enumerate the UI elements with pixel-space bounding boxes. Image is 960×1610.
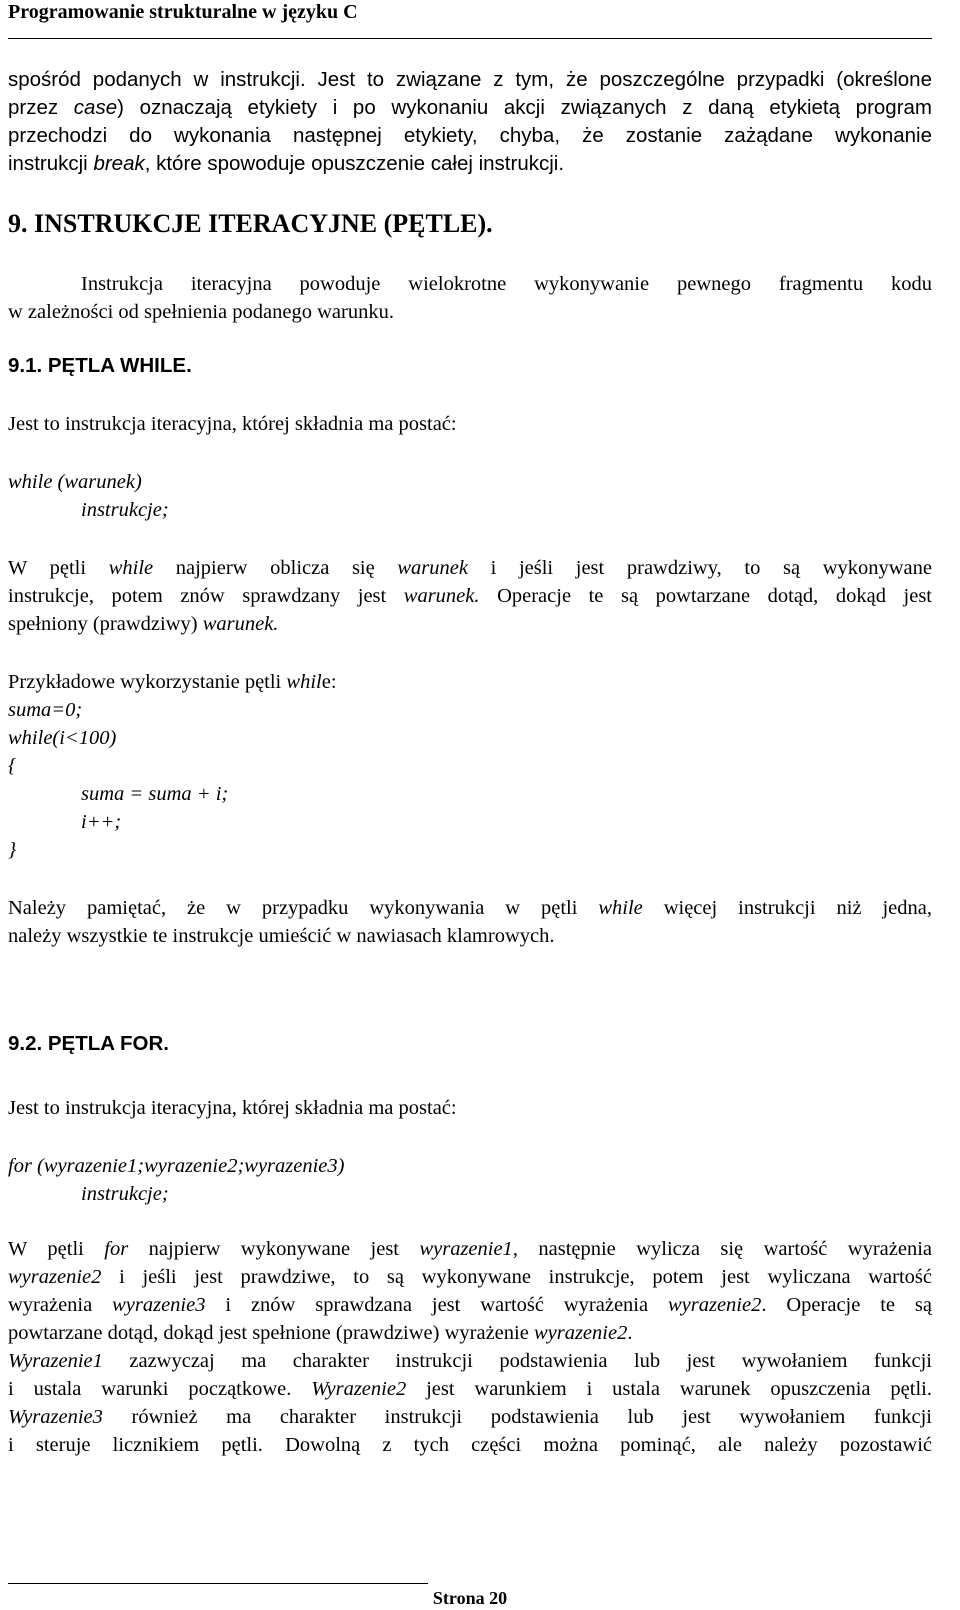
code-line: }	[8, 839, 17, 861]
section-92-title: 9.2. PĘTLA FOR.	[8, 1032, 169, 1055]
for-desc-text: .	[627, 1322, 633, 1344]
while-desc-text-3: i jeśli jest prawdziwy, to są wykonywane	[467, 557, 932, 579]
while-desc-keyword: while	[108, 557, 154, 579]
while-desc-line-3	[8, 610, 932, 638]
code-line: {	[8, 755, 17, 777]
for-desc-text: jest warunkiem i ustala warunek opuszczenia pętli.	[406, 1378, 932, 1400]
while-example-keyword: whil	[286, 671, 322, 693]
for-desc-line-4	[8, 1319, 932, 1347]
for-expr-1: wyrazenie1	[419, 1238, 513, 1260]
for-desc-text: W pętli	[8, 1238, 105, 1260]
for-syntax-line-2: instrukcje;	[81, 1183, 169, 1205]
for-desc-line-6	[8, 1375, 932, 1403]
intro-text-1b: Jest to związane z tym, że poszczególne przypadki (określone	[305, 68, 932, 91]
while-note-keyword: while	[598, 897, 643, 919]
intro-keyword-break: break	[93, 152, 145, 175]
for-expr-1: Wyrazenie1	[8, 1350, 103, 1372]
for-desc-text: i jeśli jest prawdziwe, to są wykonywane instrukcje, potem jest wyliczana wartość	[101, 1266, 932, 1288]
for-expr-2: Wyrazenie2	[311, 1378, 407, 1400]
while-description	[8, 554, 932, 610]
for-expr-3: Wyrazenie3	[8, 1406, 103, 1428]
while-note	[8, 894, 932, 922]
section-9-title: 9. INSTRUKCJE ITERACYJNE (PĘTLE).	[8, 209, 493, 238]
while-note-text-2: więcej instrukcji niż jedna,	[642, 897, 932, 919]
while-desc-text-4: instrukcje, potem znów sprawdzany jest	[8, 585, 404, 607]
while-example-text-b: e:	[321, 671, 337, 693]
intro-paragraph	[8, 66, 932, 150]
for-expr-3: wyrazenie3	[112, 1294, 206, 1316]
while-note-line-2: należy wszystkie te instrukcje umieścić w nawiasach klamrowych.	[8, 925, 555, 947]
while-syntax-intro: Jest to instrukcja iteracyjna, której składnia ma postać:	[8, 413, 457, 435]
code-line: i++;	[81, 811, 122, 833]
while-desc-text-6: spełniony (prawdziwy)	[8, 613, 203, 635]
for-description	[8, 1235, 932, 1319]
while-syntax-line-1: while (warunek)	[8, 471, 142, 493]
code-line: suma = suma + i;	[81, 783, 229, 805]
for-expr-2: wyrazenie2	[8, 1266, 102, 1288]
for-desc-text: również ma charakter instrukcji podstawienia lub jest wywołaniem funkcji	[102, 1406, 932, 1428]
running-header: Programowanie strukturalne w języku C	[8, 1, 358, 23]
while-syntax-line-2: instrukcje;	[81, 499, 169, 521]
for-desc-text: . Operacje te są	[761, 1294, 932, 1316]
for-desc-text: i ustala warunki początkowe.	[8, 1378, 312, 1400]
code-line: suma=0;	[8, 699, 83, 721]
for-desc-text: i znów sprawdzana jest wartość wyrażenia	[205, 1294, 668, 1316]
section-91-title: 9.1. PĘTLA WHILE.	[8, 354, 192, 377]
for-desc-text: najpierw wykonywane jest	[128, 1238, 420, 1260]
for-desc-line-1	[8, 1235, 932, 1263]
for-desc-line-8: i steruje licznikiem pętli. Dowolną z tych części można pominąć, ale należy pozostawić	[8, 1434, 932, 1456]
for-syntax-line-1: for (wyrazenie1;wyrazenie2;wyrazenie3)	[8, 1155, 345, 1177]
while-code-block	[8, 696, 932, 864]
while-note-line-1	[8, 894, 932, 922]
for-keyword: for	[104, 1238, 129, 1260]
while-desc-warunek: warunek	[397, 557, 468, 579]
for-desc-line-3	[8, 1291, 932, 1319]
intro-last-line	[8, 150, 932, 178]
while-desc-text-2: najpierw oblicza się	[153, 557, 398, 579]
while-desc-text-5: Operacje te są powtarzane dotąd, dokąd jest	[479, 585, 932, 607]
page-number: Strona 20	[432, 1588, 508, 1608]
for-desc-text: zazwyczaj ma charakter instrukcji podstawienia lub jest wywołaniem funkcji	[102, 1350, 932, 1372]
intro-text-2a: przez	[8, 96, 74, 119]
intro-line-2	[8, 94, 932, 122]
while-example-text-a: Przykładowe wykorzystanie pętli	[8, 671, 287, 693]
intro-line-1	[8, 66, 932, 94]
section-9-line-2: w zależności od spełnienia podanego warunku.	[8, 301, 394, 323]
code-line: while(i<100)	[8, 727, 117, 749]
for-desc-text: , następnie wylicza się wartość wyrażenia	[512, 1238, 932, 1260]
footer-rule	[8, 1583, 428, 1584]
for-desc-line-2	[8, 1263, 932, 1291]
intro-text-4b: , które spowoduje opuszczenie całej instrukcji.	[144, 152, 565, 175]
while-note-text-1: Należy pamiętać, że w przypadku wykonywania w pętli	[8, 897, 599, 919]
while-desc-warunek-3: warunek.	[202, 613, 279, 635]
for-desc-text: wyrażenia	[8, 1294, 113, 1316]
intro-text-4a: instrukcji	[8, 152, 94, 175]
while-desc-text-1: W pętli	[8, 557, 109, 579]
while-desc-line-2	[8, 582, 932, 610]
document-page	[8, 0, 936, 1607]
intro-keyword-case: case	[73, 96, 118, 119]
for-expr-2: wyrazenie2	[667, 1294, 762, 1316]
while-desc-warunek-2: warunek.	[403, 585, 480, 607]
for-expr-2: wyrazenie2	[533, 1322, 628, 1344]
for-desc-line-5	[8, 1347, 932, 1375]
while-example-intro	[8, 668, 932, 696]
for-syntax-intro: Jest to instrukcja iteracyjna, której składnia ma postać:	[8, 1097, 457, 1119]
for-desc-text: powtarzane dotąd, dokąd jest spełnione (prawdziwe) wyrażenie	[8, 1322, 534, 1344]
intro-text-2b: ) oznaczają etykiety i po wykonaniu akcji związanych z daną etykietą program	[117, 96, 932, 119]
section-9-paragraph	[8, 270, 932, 298]
while-desc-line-1	[8, 554, 932, 582]
for-desc-line-7	[8, 1403, 932, 1431]
for-expressions-paragraph	[8, 1347, 932, 1459]
intro-text-1a: spośród podanych w instrukcji.	[8, 68, 306, 91]
header-rule	[8, 38, 932, 39]
section-9-line-1: Instrukcja iteracyjna powoduje wielokrotne wykonywanie pewnego fragmentu kodu	[81, 273, 932, 295]
intro-line-3: przechodzi do wykonania następnej etykiety, chyba, że zostanie zażądane wykonanie	[8, 124, 932, 147]
